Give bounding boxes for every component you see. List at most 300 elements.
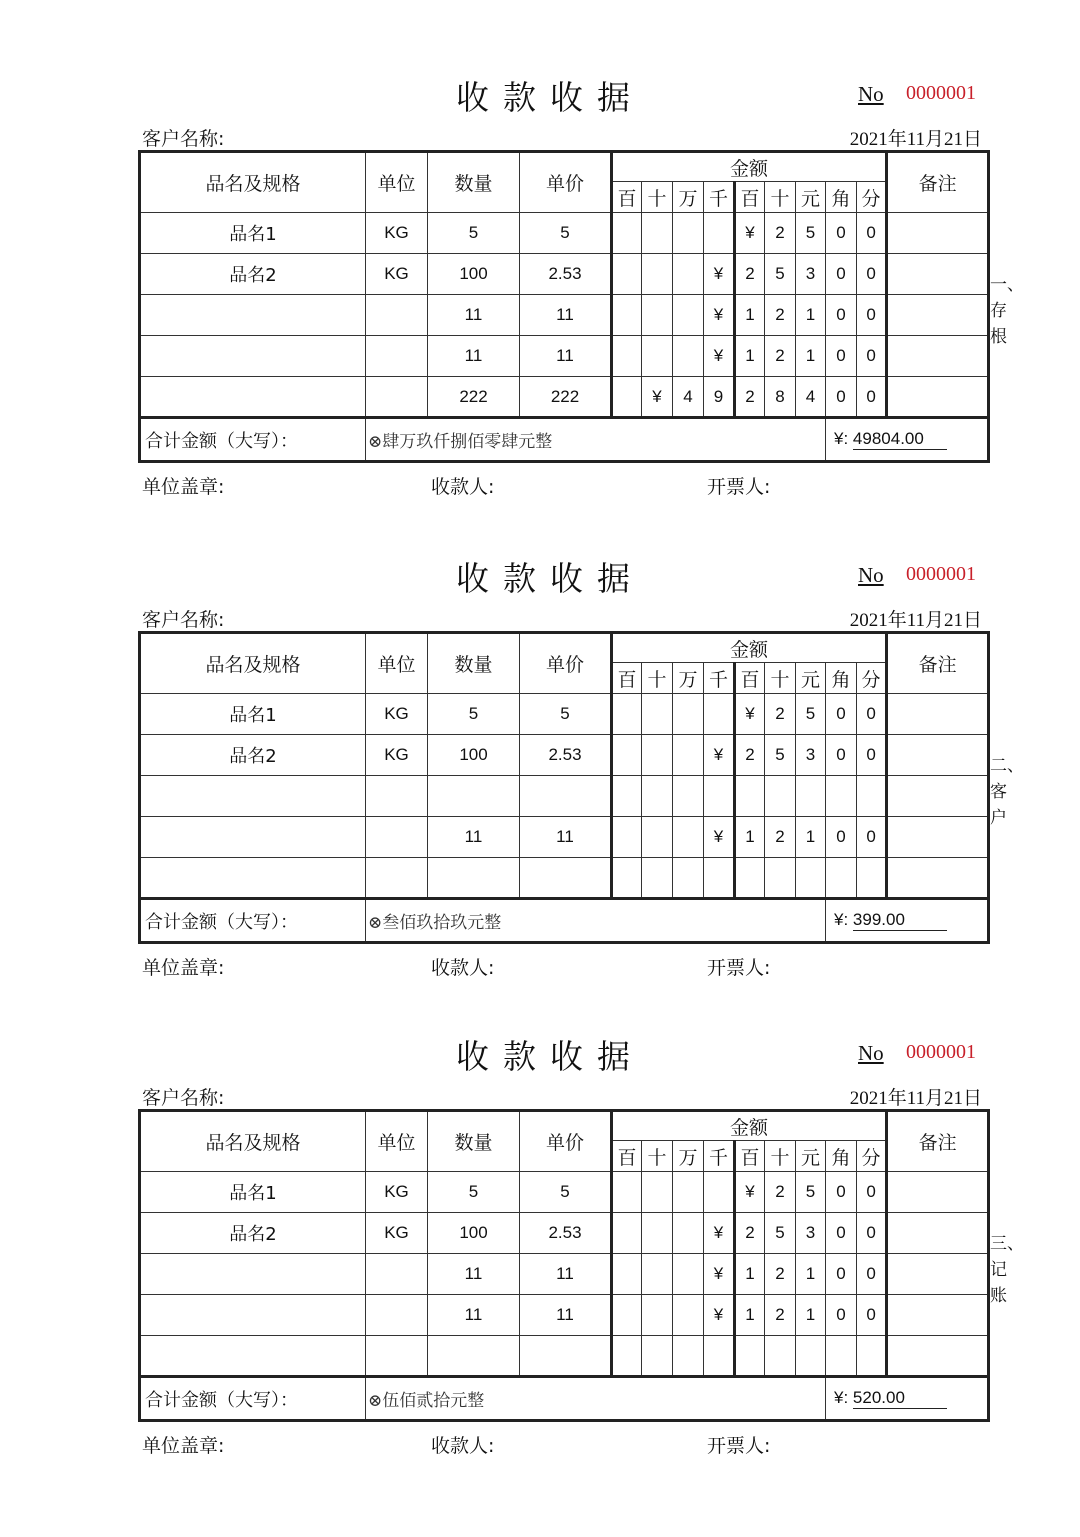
digit-place-header: 十 bbox=[765, 1141, 796, 1172]
copy-note-char: 根 bbox=[990, 327, 1007, 347]
digit-place-header: 百 bbox=[612, 663, 642, 694]
item-remark-cell[interactable] bbox=[887, 377, 989, 418]
header-qty: 数量 bbox=[428, 633, 520, 694]
amount-digit-cell bbox=[642, 776, 673, 817]
total-amount-cell bbox=[826, 418, 989, 462]
amount-digit-cell bbox=[642, 858, 673, 899]
header-amount: 金额 bbox=[612, 633, 887, 663]
amount-digit-cell bbox=[673, 858, 704, 899]
amount-digit-cell bbox=[857, 776, 887, 817]
amount-digit-cell: 0 bbox=[826, 295, 857, 336]
amount-digit-cell bbox=[704, 858, 735, 899]
amount-digit-cell: ¥ bbox=[704, 336, 735, 377]
amount-digit-cell bbox=[673, 295, 704, 336]
table-row bbox=[140, 735, 989, 776]
amount-digit-cell: 2 bbox=[735, 254, 765, 295]
amount-digit-cell bbox=[642, 295, 673, 336]
item-price-cell[interactable]: 222 bbox=[520, 377, 612, 418]
amount-digit-cell: 2 bbox=[735, 377, 765, 418]
amount-digit-cell bbox=[642, 1336, 673, 1377]
amount-digit-cell bbox=[612, 254, 642, 295]
amount-digit-cell bbox=[673, 1172, 704, 1213]
digit-place-header: 分 bbox=[857, 663, 887, 694]
issuer-label: 开票人: bbox=[707, 957, 771, 979]
item-qty-cell[interactable]: 222 bbox=[428, 377, 520, 418]
amount-digit-cell: 0 bbox=[826, 336, 857, 377]
item-price-cell[interactable]: 11 bbox=[520, 817, 612, 858]
item-unit-cell[interactable] bbox=[366, 377, 428, 418]
copy-note-char: 记 bbox=[990, 1260, 1007, 1280]
item-price-cell[interactable] bbox=[520, 858, 612, 899]
item-unit-cell[interactable] bbox=[366, 858, 428, 899]
amount-digit-cell: 1 bbox=[735, 817, 765, 858]
amount-digit-cell bbox=[735, 1336, 765, 1377]
total-in-words: ⊗肆万玖仟捌佰零肆元整 bbox=[366, 418, 826, 462]
amount-digit-cell: 5 bbox=[765, 254, 796, 295]
item-name-cell[interactable]: 品名1 bbox=[140, 1172, 366, 1213]
amount-digit-cell: 5 bbox=[796, 213, 826, 254]
item-name-cell[interactable] bbox=[140, 817, 366, 858]
payee-label: 收款人: bbox=[431, 1435, 495, 1457]
item-unit-cell[interactable] bbox=[366, 336, 428, 377]
amount-digit-cell: 8 bbox=[765, 377, 796, 418]
header-name: 品名及规格 bbox=[140, 633, 366, 694]
amount-digit-cell: ¥ bbox=[735, 213, 765, 254]
amount-digit-cell bbox=[857, 1336, 887, 1377]
amount-digit-cell: 0 bbox=[826, 213, 857, 254]
digit-place-header: 万 bbox=[673, 663, 704, 694]
seal-label: 单位盖章: bbox=[142, 1435, 225, 1457]
amount-digit-cell bbox=[673, 213, 704, 254]
amount-digit-cell: 5 bbox=[796, 694, 826, 735]
receipt-title: 收款收据 bbox=[456, 559, 644, 598]
amount-digit-cell: 2 bbox=[765, 1295, 796, 1336]
header-unit: 单位 bbox=[366, 1111, 428, 1172]
item-qty-cell[interactable]: 11 bbox=[428, 817, 520, 858]
amount-digit-cell bbox=[673, 1336, 704, 1377]
amount-digit-cell bbox=[673, 336, 704, 377]
header-qty: 数量 bbox=[428, 1111, 520, 1172]
seal-label: 单位盖章: bbox=[142, 957, 225, 979]
digit-place-header: 百 bbox=[735, 1141, 765, 1172]
item-unit-cell[interactable] bbox=[366, 1254, 428, 1295]
item-remark-cell[interactable] bbox=[887, 254, 989, 295]
item-name-cell[interactable] bbox=[140, 336, 366, 377]
digit-place-header: 元 bbox=[796, 182, 826, 213]
table-row bbox=[140, 1254, 989, 1295]
digit-place-header: 百 bbox=[612, 182, 642, 213]
copy-note-char: 二、 bbox=[990, 756, 1024, 776]
amount-digit-cell: 0 bbox=[857, 735, 887, 776]
item-price-cell[interactable]: 11 bbox=[520, 1254, 612, 1295]
header-unit: 单位 bbox=[366, 152, 428, 213]
amount-digit-cell bbox=[642, 254, 673, 295]
amount-digit-cell bbox=[673, 254, 704, 295]
amount-digit-cell bbox=[612, 1336, 642, 1377]
item-qty-cell[interactable]: 11 bbox=[428, 1295, 520, 1336]
item-qty-cell[interactable]: 5 bbox=[428, 213, 520, 254]
amount-digit-cell: 1 bbox=[796, 1254, 826, 1295]
amount-digit-cell: 0 bbox=[857, 1295, 887, 1336]
header-price: 单价 bbox=[520, 633, 612, 694]
amount-digit-cell: 1 bbox=[796, 295, 826, 336]
digit-place-header: 十 bbox=[765, 663, 796, 694]
item-qty-cell[interactable] bbox=[428, 776, 520, 817]
receipt-number: 0000001 bbox=[906, 563, 976, 585]
item-unit-cell[interactable]: KG bbox=[366, 213, 428, 254]
receipt-date: 2021年11月21日 bbox=[849, 1088, 982, 1109]
total-in-words: ⊗伍佰贰拾元整 bbox=[366, 1377, 826, 1421]
amount-digit-cell: 0 bbox=[826, 735, 857, 776]
item-remark-cell[interactable] bbox=[887, 1336, 989, 1377]
item-qty-cell[interactable]: 5 bbox=[428, 1172, 520, 1213]
item-name-cell[interactable] bbox=[140, 1336, 366, 1377]
amount-digit-cell bbox=[673, 817, 704, 858]
digit-place-header: 百 bbox=[735, 663, 765, 694]
amount-digit-cell: 2 bbox=[765, 817, 796, 858]
total-amount-value: 399.00 bbox=[853, 910, 947, 931]
receipt-number-label: No bbox=[858, 563, 884, 587]
receipt-number: 0000001 bbox=[906, 82, 976, 104]
amount-digit-cell: 0 bbox=[857, 254, 887, 295]
digit-place-header: 角 bbox=[826, 663, 857, 694]
amount-digit-cell: 0 bbox=[826, 1172, 857, 1213]
amount-digit-cell: 0 bbox=[857, 1172, 887, 1213]
item-qty-cell[interactable] bbox=[428, 858, 520, 899]
item-qty-cell[interactable]: 100 bbox=[428, 735, 520, 776]
amount-digit-cell bbox=[642, 213, 673, 254]
table-row bbox=[140, 1336, 989, 1377]
item-remark-cell[interactable] bbox=[887, 1254, 989, 1295]
amount-digit-cell: ¥ bbox=[735, 1172, 765, 1213]
amount-digit-cell bbox=[735, 858, 765, 899]
item-unit-cell[interactable] bbox=[366, 1336, 428, 1377]
amount-digit-cell bbox=[704, 213, 735, 254]
digit-place-header: 万 bbox=[673, 1141, 704, 1172]
item-unit-cell[interactable] bbox=[366, 817, 428, 858]
copy-note-char: 客 bbox=[990, 782, 1007, 802]
amount-digit-cell: 2 bbox=[765, 1254, 796, 1295]
amount-digit-cell bbox=[765, 776, 796, 817]
total-amount-value: 49804.00 bbox=[853, 429, 947, 450]
amount-digit-cell bbox=[673, 735, 704, 776]
digit-place-header: 元 bbox=[796, 663, 826, 694]
amount-digit-cell bbox=[612, 1213, 642, 1254]
digit-place-header: 百 bbox=[735, 182, 765, 213]
item-name-cell[interactable] bbox=[140, 295, 366, 336]
amount-digit-cell: 3 bbox=[796, 735, 826, 776]
item-name-cell[interactable] bbox=[140, 377, 366, 418]
table-row bbox=[140, 213, 989, 254]
copy-note bbox=[990, 1231, 1024, 1309]
item-unit-cell[interactable]: KG bbox=[366, 254, 428, 295]
digit-place-header: 十 bbox=[642, 663, 673, 694]
amount-digit-cell bbox=[612, 817, 642, 858]
amount-digit-cell: 0 bbox=[826, 1213, 857, 1254]
receipt-number-label: No bbox=[858, 1041, 884, 1065]
amount-digit-cell: ¥ bbox=[704, 817, 735, 858]
payee-label: 收款人: bbox=[431, 957, 495, 979]
amount-digit-cell: 1 bbox=[735, 1295, 765, 1336]
amount-digit-cell: 0 bbox=[857, 336, 887, 377]
item-unit-cell[interactable] bbox=[366, 776, 428, 817]
amount-digit-cell bbox=[642, 817, 673, 858]
amount-digit-cell bbox=[642, 1295, 673, 1336]
amount-digit-cell bbox=[642, 735, 673, 776]
item-remark-cell[interactable] bbox=[887, 213, 989, 254]
amount-digit-cell: ¥ bbox=[704, 1213, 735, 1254]
amount-digit-cell: 2 bbox=[735, 1213, 765, 1254]
amount-digit-cell: 3 bbox=[796, 1213, 826, 1254]
customer-name-label: 客户名称: bbox=[142, 609, 225, 631]
item-remark-cell[interactable] bbox=[887, 336, 989, 377]
amount-digit-cell bbox=[673, 1295, 704, 1336]
header-unit: 单位 bbox=[366, 633, 428, 694]
item-name-cell[interactable] bbox=[140, 858, 366, 899]
amount-digit-cell bbox=[826, 858, 857, 899]
item-remark-cell[interactable] bbox=[887, 295, 989, 336]
amount-digit-cell: ¥ bbox=[704, 254, 735, 295]
issuer-label: 开票人: bbox=[707, 1435, 771, 1457]
total-label: 合计金额（大写）： bbox=[140, 899, 366, 943]
item-qty-cell[interactable]: 11 bbox=[428, 1254, 520, 1295]
item-price-cell[interactable] bbox=[520, 1336, 612, 1377]
digit-place-header: 千 bbox=[704, 1141, 735, 1172]
table-row bbox=[140, 295, 989, 336]
item-price-cell[interactable]: 11 bbox=[520, 295, 612, 336]
amount-digit-cell bbox=[765, 1336, 796, 1377]
item-remark-cell[interactable] bbox=[887, 817, 989, 858]
amount-digit-cell bbox=[612, 1172, 642, 1213]
header-price: 单价 bbox=[520, 152, 612, 213]
amount-digit-cell bbox=[796, 776, 826, 817]
amount-digit-cell bbox=[642, 1254, 673, 1295]
item-qty-cell[interactable]: 11 bbox=[428, 336, 520, 377]
customer-name-label: 客户名称: bbox=[142, 128, 225, 150]
amount-digit-cell bbox=[612, 336, 642, 377]
item-name-cell[interactable] bbox=[140, 1295, 366, 1336]
item-price-cell[interactable]: 5 bbox=[520, 213, 612, 254]
amount-digit-cell: ¥ bbox=[704, 1254, 735, 1295]
table-row bbox=[140, 858, 989, 899]
item-name-cell[interactable]: 品名1 bbox=[140, 213, 366, 254]
amount-digit-cell: 0 bbox=[857, 377, 887, 418]
table-row bbox=[140, 776, 989, 817]
item-price-cell[interactable]: 2.53 bbox=[520, 254, 612, 295]
amount-digit-cell: 0 bbox=[826, 694, 857, 735]
item-unit-cell[interactable] bbox=[366, 295, 428, 336]
amount-digit-cell bbox=[612, 694, 642, 735]
amount-digit-cell bbox=[857, 858, 887, 899]
item-price-cell[interactable] bbox=[520, 776, 612, 817]
amount-digit-cell bbox=[642, 1172, 673, 1213]
total-in-words: ⊗叁佰玖拾玖元整 bbox=[366, 899, 826, 943]
table-row bbox=[140, 817, 989, 858]
item-name-cell[interactable]: 品名2 bbox=[140, 1213, 366, 1254]
amount-digit-cell: 9 bbox=[704, 377, 735, 418]
amount-digit-cell: 5 bbox=[765, 735, 796, 776]
item-qty-cell[interactable] bbox=[428, 1336, 520, 1377]
digit-place-header: 万 bbox=[673, 182, 704, 213]
item-price-cell[interactable]: 5 bbox=[520, 1172, 612, 1213]
amount-digit-cell bbox=[612, 735, 642, 776]
amount-digit-cell bbox=[673, 694, 704, 735]
table-row bbox=[140, 336, 989, 377]
amount-digit-cell: 0 bbox=[857, 1213, 887, 1254]
digit-place-header: 千 bbox=[704, 182, 735, 213]
item-unit-cell[interactable]: KG bbox=[366, 735, 428, 776]
seal-label: 单位盖章: bbox=[142, 476, 225, 498]
receipt-number: 0000001 bbox=[906, 1041, 976, 1063]
item-price-cell[interactable]: 11 bbox=[520, 1295, 612, 1336]
header-remark: 备注 bbox=[887, 152, 989, 213]
amount-digit-cell bbox=[642, 1213, 673, 1254]
amount-digit-cell: 1 bbox=[735, 295, 765, 336]
amount-digit-cell: 1 bbox=[735, 1254, 765, 1295]
amount-digit-cell: 0 bbox=[857, 694, 887, 735]
amount-digit-cell bbox=[612, 1295, 642, 1336]
amount-digit-cell bbox=[735, 776, 765, 817]
amount-digit-cell: 2 bbox=[765, 694, 796, 735]
item-remark-cell[interactable] bbox=[887, 1213, 989, 1254]
table-row bbox=[140, 254, 989, 295]
amount-digit-cell bbox=[612, 776, 642, 817]
total-amount-cell bbox=[826, 899, 989, 943]
receipt-date: 2021年11月21日 bbox=[849, 610, 982, 631]
table-row bbox=[140, 694, 989, 735]
total-label: 合计金额（大写）： bbox=[140, 418, 366, 462]
amount-digit-cell: 4 bbox=[673, 377, 704, 418]
total-amount-value: 520.00 bbox=[853, 1388, 947, 1409]
item-qty-cell[interactable]: 5 bbox=[428, 694, 520, 735]
amount-digit-cell bbox=[612, 858, 642, 899]
receipt-table bbox=[138, 631, 990, 944]
receipt-table bbox=[138, 150, 990, 463]
receipt-title: 收款收据 bbox=[456, 78, 644, 117]
amount-digit-cell: 0 bbox=[826, 1295, 857, 1336]
amount-digit-cell bbox=[642, 336, 673, 377]
total-row bbox=[140, 418, 989, 462]
digit-place-header: 角 bbox=[826, 1141, 857, 1172]
copy-note bbox=[990, 272, 1024, 350]
item-name-cell[interactable]: 品名1 bbox=[140, 694, 366, 735]
receipt-1 bbox=[0, 72, 1080, 552]
item-remark-cell[interactable] bbox=[887, 1295, 989, 1336]
item-name-cell[interactable] bbox=[140, 776, 366, 817]
item-qty-cell[interactable]: 100 bbox=[428, 254, 520, 295]
item-price-cell[interactable]: 2.53 bbox=[520, 735, 612, 776]
amount-digit-cell: ¥ bbox=[735, 694, 765, 735]
amount-digit-cell bbox=[796, 1336, 826, 1377]
copy-note-char: 户 bbox=[990, 808, 1007, 828]
amount-digit-cell bbox=[673, 776, 704, 817]
item-remark-cell[interactable] bbox=[887, 858, 989, 899]
amount-digit-cell: 2 bbox=[765, 213, 796, 254]
amount-digit-cell bbox=[704, 776, 735, 817]
table-row bbox=[140, 1172, 989, 1213]
table-row bbox=[140, 1213, 989, 1254]
item-price-cell[interactable]: 5 bbox=[520, 694, 612, 735]
item-remark-cell[interactable] bbox=[887, 776, 989, 817]
amount-digit-cell: 4 bbox=[796, 377, 826, 418]
amount-digit-cell bbox=[704, 1336, 735, 1377]
customer-name-label: 客户名称: bbox=[142, 1087, 225, 1109]
item-price-cell[interactable]: 11 bbox=[520, 336, 612, 377]
item-unit-cell[interactable]: KG bbox=[366, 1172, 428, 1213]
amount-digit-cell: 0 bbox=[857, 817, 887, 858]
amount-digit-cell bbox=[704, 694, 735, 735]
amount-digit-cell: 0 bbox=[826, 1254, 857, 1295]
item-name-cell[interactable] bbox=[140, 1254, 366, 1295]
header-amount: 金额 bbox=[612, 1111, 887, 1141]
item-unit-cell[interactable]: KG bbox=[366, 694, 428, 735]
receipt-table bbox=[138, 1109, 990, 1422]
amount-digit-cell: 0 bbox=[826, 377, 857, 418]
amount-digit-cell: 0 bbox=[857, 295, 887, 336]
amount-digit-cell: 3 bbox=[796, 254, 826, 295]
amount-digit-cell: 2 bbox=[765, 1172, 796, 1213]
amount-digit-cell: 2 bbox=[765, 336, 796, 377]
digit-place-header: 千 bbox=[704, 663, 735, 694]
item-remark-cell[interactable] bbox=[887, 694, 989, 735]
digit-place-header: 十 bbox=[642, 1141, 673, 1172]
item-name-cell[interactable]: 品名2 bbox=[140, 254, 366, 295]
receipt-2 bbox=[0, 553, 1080, 1033]
amount-digit-cell: 2 bbox=[765, 295, 796, 336]
amount-digit-cell bbox=[796, 858, 826, 899]
amount-digit-cell: 0 bbox=[826, 817, 857, 858]
total-row bbox=[140, 1377, 989, 1421]
copy-note-char: 一、 bbox=[990, 275, 1024, 295]
header-remark: 备注 bbox=[887, 633, 989, 694]
header-remark: 备注 bbox=[887, 1111, 989, 1172]
amount-digit-cell: 0 bbox=[857, 213, 887, 254]
digit-place-header: 十 bbox=[765, 182, 796, 213]
header-name: 品名及规格 bbox=[140, 1111, 366, 1172]
item-remark-cell[interactable] bbox=[887, 735, 989, 776]
item-unit-cell[interactable] bbox=[366, 1295, 428, 1336]
amount-digit-cell: ¥ bbox=[704, 735, 735, 776]
copy-note-char: 存 bbox=[990, 301, 1007, 321]
receipt-title: 收款收据 bbox=[456, 1037, 644, 1076]
amount-digit-cell bbox=[826, 776, 857, 817]
item-qty-cell[interactable]: 100 bbox=[428, 1213, 520, 1254]
amount-digit-cell bbox=[612, 295, 642, 336]
item-remark-cell[interactable] bbox=[887, 1172, 989, 1213]
item-qty-cell[interactable]: 11 bbox=[428, 295, 520, 336]
receipt-number-label: No bbox=[858, 82, 884, 106]
item-price-cell[interactable]: 2.53 bbox=[520, 1213, 612, 1254]
item-unit-cell[interactable]: KG bbox=[366, 1213, 428, 1254]
item-name-cell[interactable]: 品名2 bbox=[140, 735, 366, 776]
header-price: 单价 bbox=[520, 1111, 612, 1172]
amount-digit-cell bbox=[673, 1213, 704, 1254]
amount-digit-cell: 0 bbox=[826, 254, 857, 295]
total-row bbox=[140, 899, 989, 943]
copy-note-char: 三、 bbox=[990, 1234, 1024, 1254]
amount-digit-cell: ¥ bbox=[704, 295, 735, 336]
receipt-3 bbox=[0, 1031, 1080, 1511]
issuer-label: 开票人: bbox=[707, 476, 771, 498]
digit-place-header: 元 bbox=[796, 1141, 826, 1172]
header-qty: 数量 bbox=[428, 152, 520, 213]
total-currency-label: ¥: bbox=[834, 1388, 849, 1407]
amount-digit-cell bbox=[612, 377, 642, 418]
amount-digit-cell bbox=[612, 213, 642, 254]
amount-digit-cell bbox=[673, 1254, 704, 1295]
digit-place-header: 分 bbox=[857, 182, 887, 213]
amount-digit-cell bbox=[765, 858, 796, 899]
